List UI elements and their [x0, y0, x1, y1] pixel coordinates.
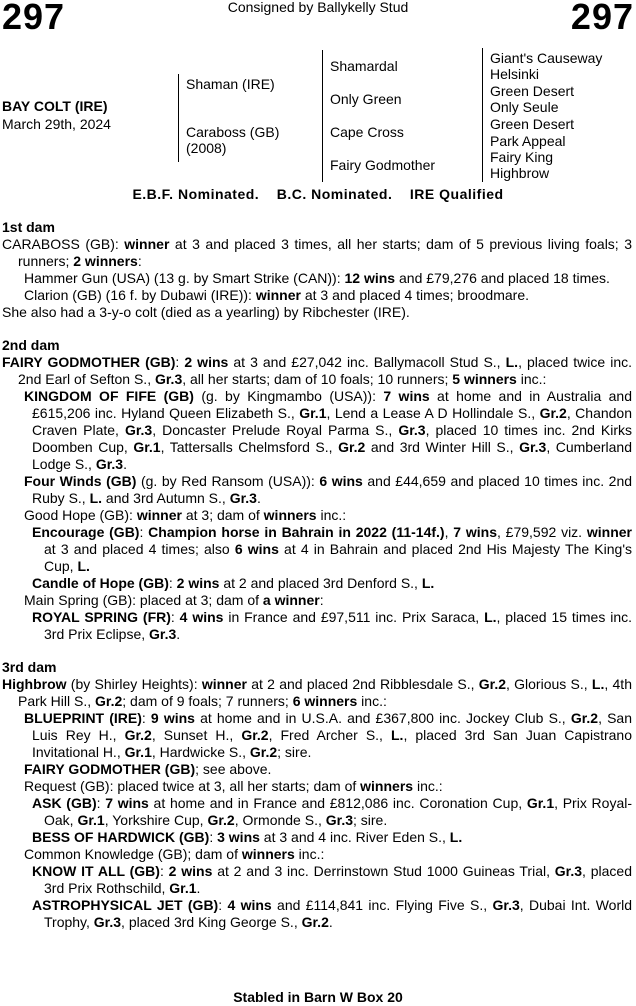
produce-entry: Common Knowledge (GB); dam of winners inc.:	[24, 846, 325, 862]
lot-number-left: 297	[2, 0, 66, 37]
grandproduce-entry: BESS OF HARDWICK (GB): 3 wins at 3 and 4 inc. River Eden S., L.	[32, 829, 463, 845]
ancestor-8: Highbrow	[490, 165, 550, 181]
ancestor-7: Fairy King	[490, 149, 554, 165]
ancestor-6: Park Appeal	[490, 133, 566, 149]
ancestor-1: Giant's Causeway	[490, 50, 603, 66]
produce-note: She also had a 3-y-o colt (died as a yearling) by Ribchester (IRE).	[2, 304, 410, 320]
produce-entry: BLUEPRINT (IRE): 9 wins at home and in U.S.A. and £367,800 inc. Jockey Club S., Gr.2, San Luis Rey H., Gr.2, Sunset H., Gr.2, Fred Archer S., L., placed 3rd San Juan Capistrano Invitational H., Gr.1, Hardwicke S., Gr.2; sire.	[24, 710, 632, 760]
stabling-info: Stabled in Barn W Box 20	[233, 989, 403, 1005]
produce-entry: Main Spring (GB): placed at 3; dam of a winner:	[24, 592, 324, 608]
consignor: Consigned by Ballykelly Stud	[227, 0, 409, 15]
third-dam-entry: Highbrow (by Shirley Heights): winner at 2 and placed 2nd Ribblesdale S., Gr.2, Glorious S., L., 4th Park Hill S., Gr.2; dam of 9 foals; 7 runners; 6 winners inc.:	[2, 676, 632, 709]
foaling-date: March 29th, 2024	[2, 116, 111, 132]
produce-entry: FAIRY GODMOTHER (GB); see above.	[24, 761, 272, 777]
nominations: E.B.F. Nominated. B.C. Nominated. IRE Qualified	[132, 186, 504, 202]
horse-name: BAY COLT (IRE)	[2, 98, 108, 114]
lot-number-right: 297	[570, 0, 634, 37]
grandproduce-entry: ASTROPHYSICAL JET (GB): 4 wins and £114,841 inc. Flying Five S., Gr.3, Dubai Int. World Trophy, Gr.3, placed 3rd King George S., Gr.2.	[32, 897, 633, 930]
section-heading-3rd-dam: 3rd dam	[2, 659, 57, 675]
grandproduce-entry: KNOW IT ALL (GB): 2 wins at 2 and 3 inc. Derrinstown Stud 1000 Guineas Trial, Gr.3, placed 3rd Prix Rothschild, Gr.1.	[32, 863, 633, 896]
section-heading-2nd-dam: 2nd dam	[2, 337, 60, 353]
ancestor-3: Green Desert	[490, 83, 575, 99]
catalogue-body	[2, 219, 632, 931]
sire-dam: Only Green	[330, 91, 402, 107]
section-heading-1st-dam: 1st dam	[2, 219, 55, 235]
pedigree-bracket-3	[482, 48, 483, 182]
second-dam-entry: FAIRY GODMOTHER (GB): 2 wins at 3 and £27,042 inc. Ballymacoll Stud S., L., placed twice inc. 2nd Earl of Sefton S., Gr.3, all her starts; dam of 10 foals; 10 runners; 5 winners inc.:	[2, 354, 633, 387]
pedigree-bracket-2	[322, 50, 323, 182]
sire-sire: Shamardal	[330, 58, 398, 74]
dam-dam: Fairy Godmother	[330, 157, 436, 173]
ancestor-5: Green Desert	[490, 116, 575, 132]
produce-entry: Clarion (GB) (16 f. by Dubawi (IRE)): winner at 3 and placed 4 times; broodmare.	[24, 287, 529, 303]
grandproduce-entry: ROYAL SPRING (FR): 4 wins in France and £97,511 inc. Prix Saraca, L., placed 15 times inc. 3rd Prix Eclipse, Gr.3.	[32, 609, 633, 642]
produce-entry: KINGDOM OF FIFE (GB) (g. by Kingmambo (USA)): 7 wins at home and in Australia and £615,206 inc. Hyland Queen Elizabeth S., Gr.1, Lend a Lease A D Hollindale S., Gr.2, Chandon Craven Plate, Gr.3, Doncaster Prelude Royal Parma S., Gr.3, placed 10 times inc. 2nd Kirks Doomben Cup, Gr.1, Tattersalls Chelmsford S., Gr.2 and 3rd Winter Hill S., Gr.3, Cumberland Lodge S., Gr.3.	[24, 388, 633, 472]
produce-entry: Hammer Gun (USA) (13 g. by Smart Strike (CAN)): 12 wins and £79,276 and placed 18 times.	[24, 270, 610, 286]
sire: Shaman (IRE)	[186, 76, 275, 92]
grandproduce-entry: Encourage (GB): Champion horse in Bahrain in 2022 (11-14f.), 7 wins, £79,592 viz. winner at 3 and placed 4 times; also 6 wins at 4 in Bahrain and placed 2nd His Majesty The King's Cup, L.	[32, 524, 633, 574]
grandproduce-entry: Candle of Hope (GB): 2 wins at 2 and placed 3rd Denford S., L.	[32, 575, 435, 591]
grandproduce-entry: ASK (GB): 7 wins at home and in France and £812,086 inc. Coronation Cup, Gr.1, Prix Royal-Oak, Gr.1, Yorkshire Cup, Gr.2, Ormonde S., Gr.3; sire.	[32, 795, 632, 828]
ancestor-4: Only Seule	[490, 99, 559, 115]
pedigree-bracket-1	[178, 74, 179, 162]
produce-entry: Good Hope (GB): winner at 3; dam of winners inc.:	[24, 507, 347, 523]
first-dam-entry: CARABOSS (GB): winner at 3 and placed 3 times, all her starts; dam of 5 previous living foals; 3 runners; 2 winners:	[2, 236, 632, 269]
produce-entry: Request (GB): placed twice at 3, all her starts; dam of winners inc.:	[24, 778, 443, 794]
ancestor-2: Helsinki	[490, 66, 540, 82]
dam-year: (2008)	[186, 140, 227, 156]
dam-sire: Cape Cross	[330, 124, 404, 140]
dam: Caraboss (GB)	[186, 124, 280, 140]
produce-entry: Four Winds (GB) (g. by Red Ransom (USA)): 6 wins and £44,659 and placed 10 times inc. 2nd Ruby S., L. and 3rd Autumn S., Gr.3.	[24, 473, 633, 506]
